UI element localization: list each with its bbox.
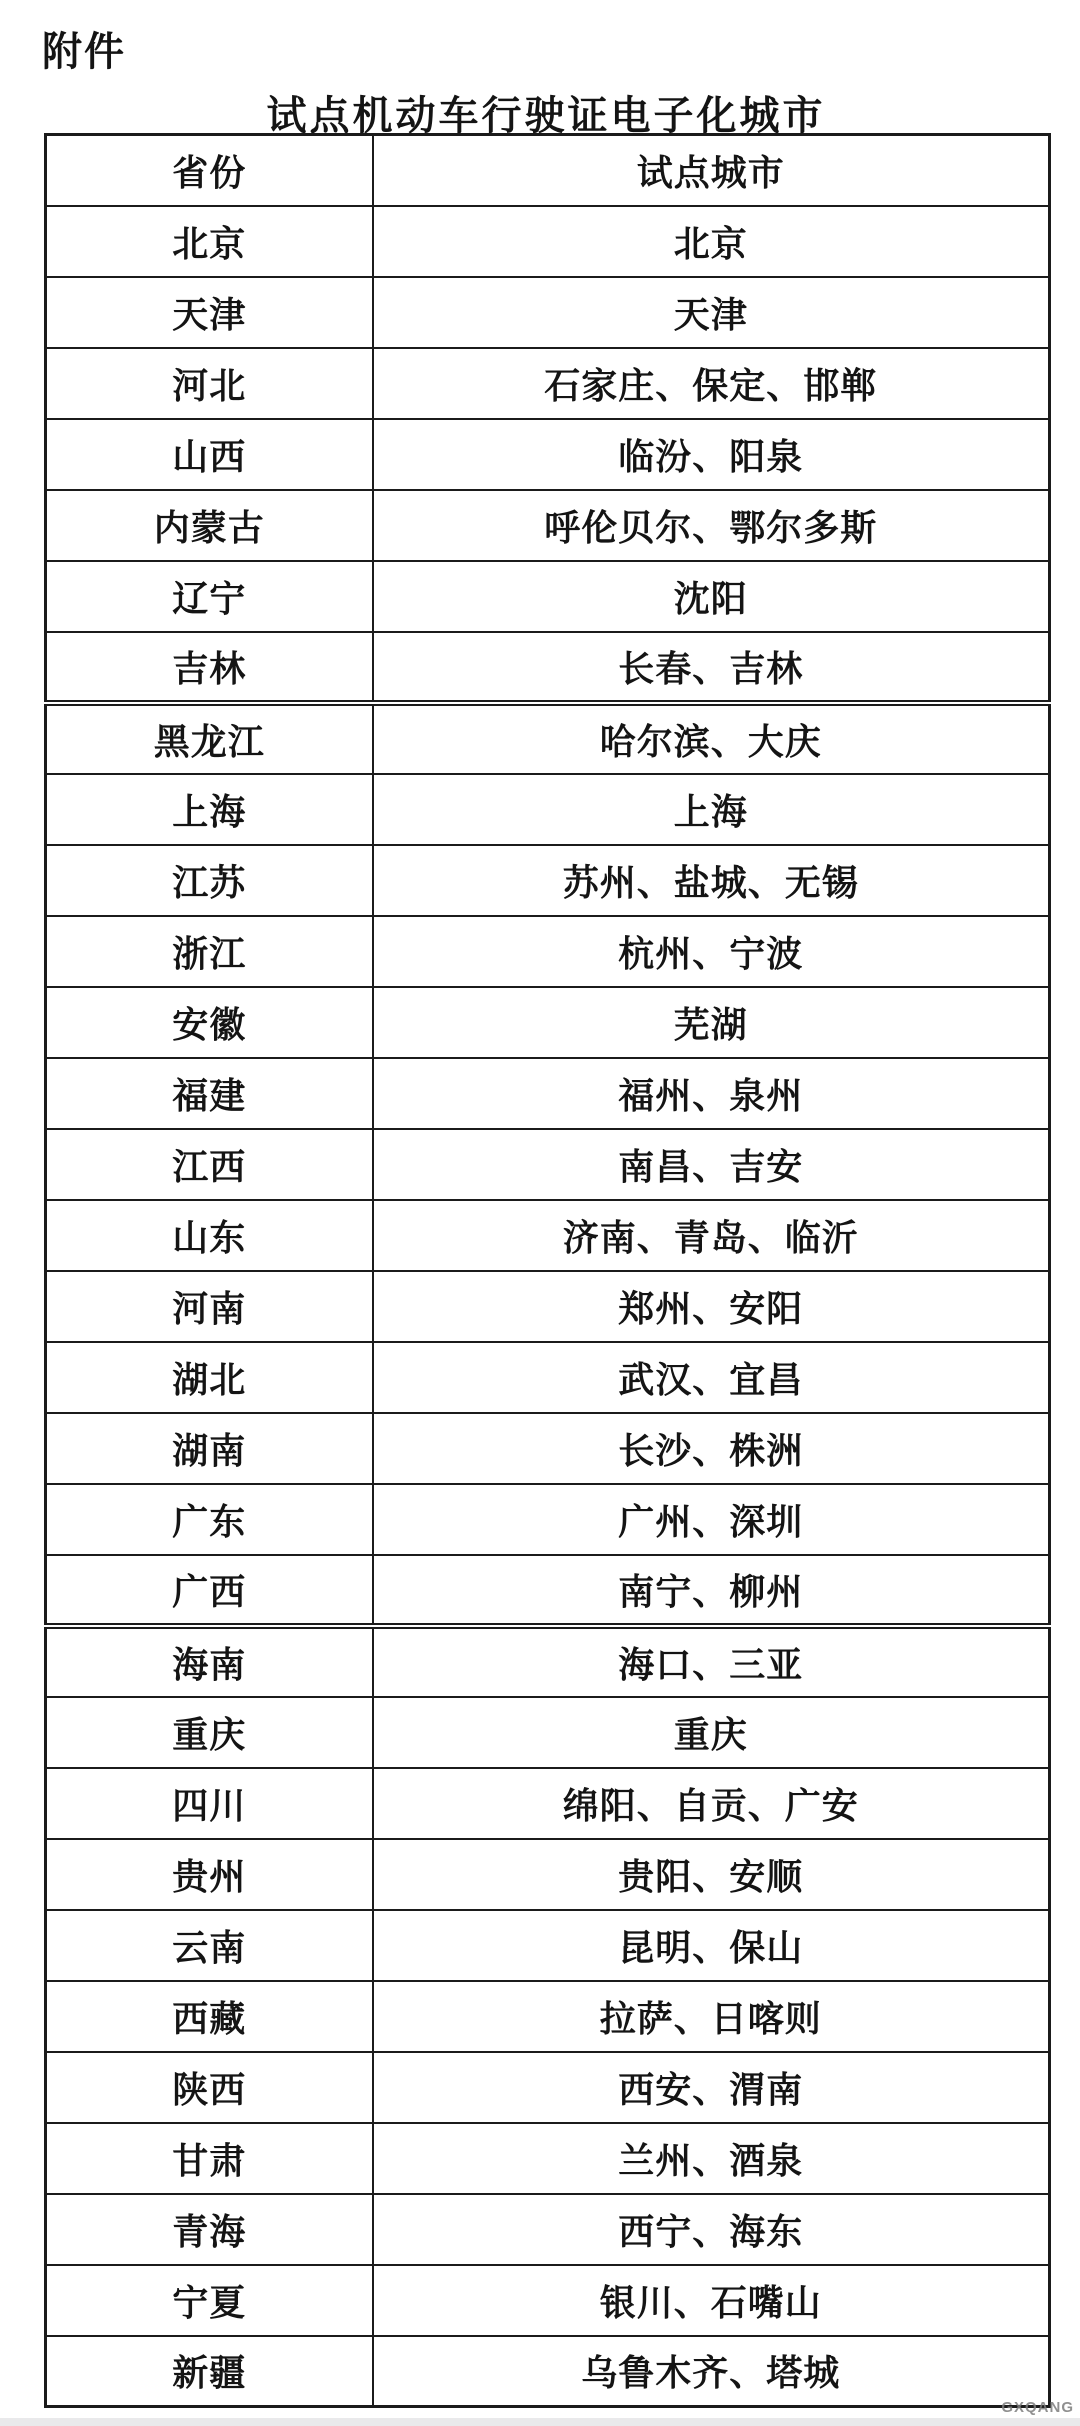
province-cell: 四川 (46, 1768, 373, 1839)
table-header (46, 135, 1050, 206)
table-row (46, 1555, 1050, 1626)
province-cell: 山东 (46, 1200, 373, 1271)
province-cell: 青海 (46, 2194, 373, 2265)
table-row (46, 2194, 1050, 2265)
table-row (46, 1768, 1050, 1839)
province-cell: 安徽 (46, 987, 373, 1058)
table-row (46, 419, 1050, 490)
cities-cell: 长春、吉林 (373, 632, 1050, 703)
province-cell: 陕西 (46, 2052, 373, 2123)
table-row (46, 1626, 1050, 1697)
province-cell: 天津 (46, 277, 373, 348)
table-row (46, 1697, 1050, 1768)
table-row (46, 2265, 1050, 2336)
cities-cell: 石家庄、保定、邯郸 (373, 348, 1050, 419)
cities-cell: 南宁、柳州 (373, 1555, 1050, 1626)
cities-cell: 天津 (373, 277, 1050, 348)
cities-cell: 临汾、阳泉 (373, 419, 1050, 490)
table-row (46, 348, 1050, 419)
attachment-label: 附件 (42, 30, 126, 74)
table-row (46, 2336, 1050, 2407)
table-row (46, 206, 1050, 277)
province-cell: 江苏 (46, 845, 373, 916)
cities-cell: 哈尔滨、大庆 (373, 703, 1050, 774)
pilot-cities-table (44, 133, 1051, 2408)
table-header-row (46, 135, 1050, 206)
province-cell: 宁夏 (46, 2265, 373, 2336)
table-row (46, 987, 1050, 1058)
cities-cell: 南昌、吉安 (373, 1129, 1050, 1200)
page-title: 试点机动车行驶证电子化城市 (266, 94, 826, 138)
province-cell: 甘肃 (46, 2123, 373, 2194)
table-row (46, 916, 1050, 987)
table-row (46, 1129, 1050, 1200)
table-row (46, 1910, 1050, 1981)
cities-cell: 西安、渭南 (373, 2052, 1050, 2123)
cities-cell: 兰州、酒泉 (373, 2123, 1050, 2194)
province-cell: 河北 (46, 348, 373, 419)
table-row (46, 1342, 1050, 1413)
province-cell: 云南 (46, 1910, 373, 1981)
table-body (46, 206, 1050, 2407)
cities-cell: 重庆 (373, 1697, 1050, 1768)
province-cell: 广西 (46, 1555, 373, 1626)
province-cell: 内蒙古 (46, 490, 373, 561)
province-cell: 黑龙江 (46, 703, 373, 774)
cities-cell: 广州、深圳 (373, 1484, 1050, 1555)
province-cell: 海南 (46, 1626, 373, 1697)
cities-cell: 杭州、宁波 (373, 916, 1050, 987)
table-row (46, 490, 1050, 561)
table-row (46, 845, 1050, 916)
table-row (46, 1839, 1050, 1910)
cities-cell: 绵阳、自贡、广安 (373, 1768, 1050, 1839)
province-cell: 西藏 (46, 1981, 373, 2052)
table-row (46, 277, 1050, 348)
province-cell: 广东 (46, 1484, 373, 1555)
cities-column-header: 试点城市 (373, 135, 1050, 206)
cities-cell: 上海 (373, 774, 1050, 845)
table-row (46, 561, 1050, 632)
cities-cell: 福州、泉州 (373, 1058, 1050, 1129)
province-cell: 湖南 (46, 1413, 373, 1484)
table-row (46, 1484, 1050, 1555)
table-row (46, 774, 1050, 845)
cities-cell: 长沙、株洲 (373, 1413, 1050, 1484)
watermark-text: GXQANG (1001, 2399, 1074, 2416)
province-cell: 新疆 (46, 2336, 373, 2407)
cities-cell: 武汉、宜昌 (373, 1342, 1050, 1413)
cities-cell: 西宁、海东 (373, 2194, 1050, 2265)
table-row (46, 1981, 1050, 2052)
bottom-page-edge (0, 2418, 1080, 2426)
province-cell: 上海 (46, 774, 373, 845)
province-cell: 山西 (46, 419, 373, 490)
province-cell: 贵州 (46, 1839, 373, 1910)
cities-cell: 苏州、盐城、无锡 (373, 845, 1050, 916)
province-cell: 辽宁 (46, 561, 373, 632)
table-row (46, 703, 1050, 774)
cities-cell: 济南、青岛、临沂 (373, 1200, 1050, 1271)
table-row (46, 1413, 1050, 1484)
table-row (46, 632, 1050, 703)
province-cell: 吉林 (46, 632, 373, 703)
cities-cell: 芜湖 (373, 987, 1050, 1058)
cities-cell: 贵阳、安顺 (373, 1839, 1050, 1910)
cities-cell: 北京 (373, 206, 1050, 277)
province-cell: 河南 (46, 1271, 373, 1342)
province-cell: 湖北 (46, 1342, 373, 1413)
cities-cell: 呼伦贝尔、鄂尔多斯 (373, 490, 1050, 561)
province-cell: 福建 (46, 1058, 373, 1129)
table-row (46, 2052, 1050, 2123)
table-row (46, 1271, 1050, 1342)
cities-cell: 郑州、安阳 (373, 1271, 1050, 1342)
cities-cell: 拉萨、日喀则 (373, 1981, 1050, 2052)
table-row (46, 1200, 1050, 1271)
cities-cell: 乌鲁木齐、塔城 (373, 2336, 1050, 2407)
table-row (46, 1058, 1050, 1129)
cities-cell: 昆明、保山 (373, 1910, 1050, 1981)
cities-cell: 银川、石嘴山 (373, 2265, 1050, 2336)
cities-cell: 沈阳 (373, 561, 1050, 632)
cities-cell: 海口、三亚 (373, 1626, 1050, 1697)
table-row (46, 2123, 1050, 2194)
province-column-header: 省份 (46, 135, 373, 206)
province-cell: 北京 (46, 206, 373, 277)
province-cell: 重庆 (46, 1697, 373, 1768)
province-cell: 江西 (46, 1129, 373, 1200)
province-cell: 浙江 (46, 916, 373, 987)
